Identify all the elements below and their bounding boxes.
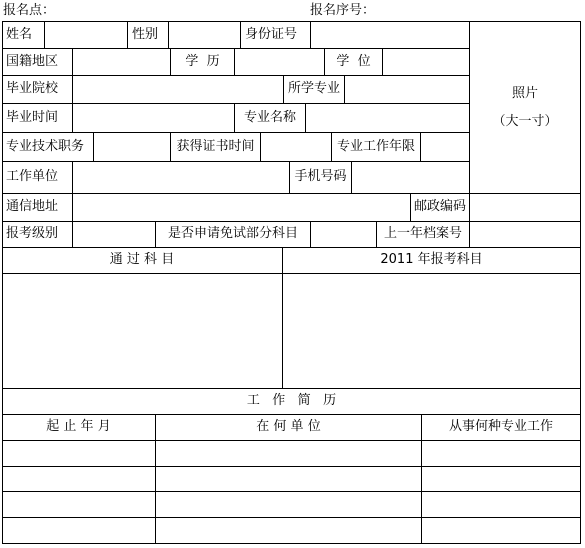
id-number-label: 身份证号 bbox=[245, 26, 298, 42]
photo-box[interactable] bbox=[470, 22, 580, 193]
resume-row-3-period[interactable] bbox=[3, 492, 155, 517]
tech-position-label: 专业技术职务 bbox=[6, 138, 85, 154]
professional-title-field[interactable] bbox=[306, 104, 469, 132]
address-field[interactable] bbox=[73, 194, 410, 221]
resume-row-2-work[interactable] bbox=[422, 467, 580, 491]
resume-row-1-employer[interactable] bbox=[156, 441, 421, 466]
resume-row-2-period[interactable] bbox=[3, 467, 155, 491]
mobile-label: 手机号码 bbox=[294, 169, 347, 184]
resume-period-header: 起 止 年 月 bbox=[46, 419, 111, 434]
name-label: 姓名 bbox=[6, 26, 33, 42]
education-label: 学 历 bbox=[185, 53, 220, 69]
resume-row-3-work[interactable] bbox=[422, 492, 580, 517]
resume-row-1-work[interactable] bbox=[422, 441, 580, 466]
registration-number-label: 报名序号： bbox=[310, 3, 376, 18]
passed-subjects-area[interactable] bbox=[3, 274, 282, 388]
cert-time-field[interactable] bbox=[261, 133, 331, 161]
resume-row-2-employer[interactable] bbox=[156, 467, 421, 491]
resume-row-3-employer[interactable] bbox=[156, 492, 421, 517]
resume-row-4-employer[interactable] bbox=[156, 518, 421, 543]
subjects-2011-header: 2011 年报考科目 bbox=[380, 252, 483, 267]
major-studied-label: 所学专业 bbox=[287, 81, 340, 96]
passed-subjects-header: 通 过 科 目 bbox=[109, 252, 175, 267]
employer-field[interactable] bbox=[73, 162, 289, 193]
exam-level-field[interactable] bbox=[73, 222, 155, 247]
photo-size-label: （大一寸） bbox=[492, 114, 558, 129]
major-studied-field[interactable] bbox=[345, 76, 469, 103]
exam-level-label: 报考级别 bbox=[6, 226, 59, 241]
education-field[interactable] bbox=[235, 49, 324, 75]
resume-row-1-period[interactable] bbox=[3, 441, 155, 466]
cert-time-label: 获得证书时间 bbox=[176, 138, 255, 154]
postcode-field[interactable] bbox=[470, 194, 580, 221]
graduate-school-field[interactable] bbox=[73, 76, 283, 103]
degree-field[interactable] bbox=[383, 49, 469, 75]
professional-title-label: 专业名称 bbox=[243, 109, 296, 125]
degree-label: 学 位 bbox=[336, 53, 371, 69]
registration-site-label: 报名点： bbox=[3, 3, 56, 18]
name-field[interactable] bbox=[45, 22, 127, 48]
resume-employer-header: 在 何 单 位 bbox=[256, 419, 321, 434]
subjects-2011-area[interactable] bbox=[283, 274, 580, 388]
resume-work-header: 从事何种专业工作 bbox=[448, 419, 553, 434]
id-number-field[interactable] bbox=[311, 22, 469, 48]
resume-row-4-work[interactable] bbox=[422, 518, 580, 543]
photo-label: 照片 bbox=[511, 86, 538, 101]
work-resume-title: 工 作 简 历 bbox=[246, 393, 337, 408]
nationality-field[interactable] bbox=[73, 49, 170, 75]
employer-label: 工作单位 bbox=[6, 169, 59, 184]
last-file-no-label: 上一年档案号 bbox=[383, 226, 462, 241]
tech-position-field[interactable] bbox=[94, 133, 170, 161]
work-years-label: 专业工作年限 bbox=[336, 138, 415, 154]
graduate-school-label: 毕业院校 bbox=[6, 81, 59, 96]
graduation-time-label: 毕业时间 bbox=[6, 109, 59, 125]
gender-field[interactable] bbox=[169, 22, 240, 48]
graduation-time-field[interactable] bbox=[73, 104, 234, 132]
postcode-label: 邮政编码 bbox=[413, 199, 466, 214]
nationality-label: 国籍地区 bbox=[6, 53, 59, 69]
last-file-no-field[interactable] bbox=[470, 222, 580, 247]
mobile-field[interactable] bbox=[352, 162, 469, 193]
address-label: 通信地址 bbox=[6, 199, 59, 214]
exemption-field[interactable] bbox=[311, 222, 376, 247]
exemption-label: 是否申请免试部分科目 bbox=[167, 226, 298, 241]
work-years-field[interactable] bbox=[421, 133, 469, 161]
gender-label: 性别 bbox=[132, 26, 159, 42]
resume-row-4-period[interactable] bbox=[3, 518, 155, 543]
